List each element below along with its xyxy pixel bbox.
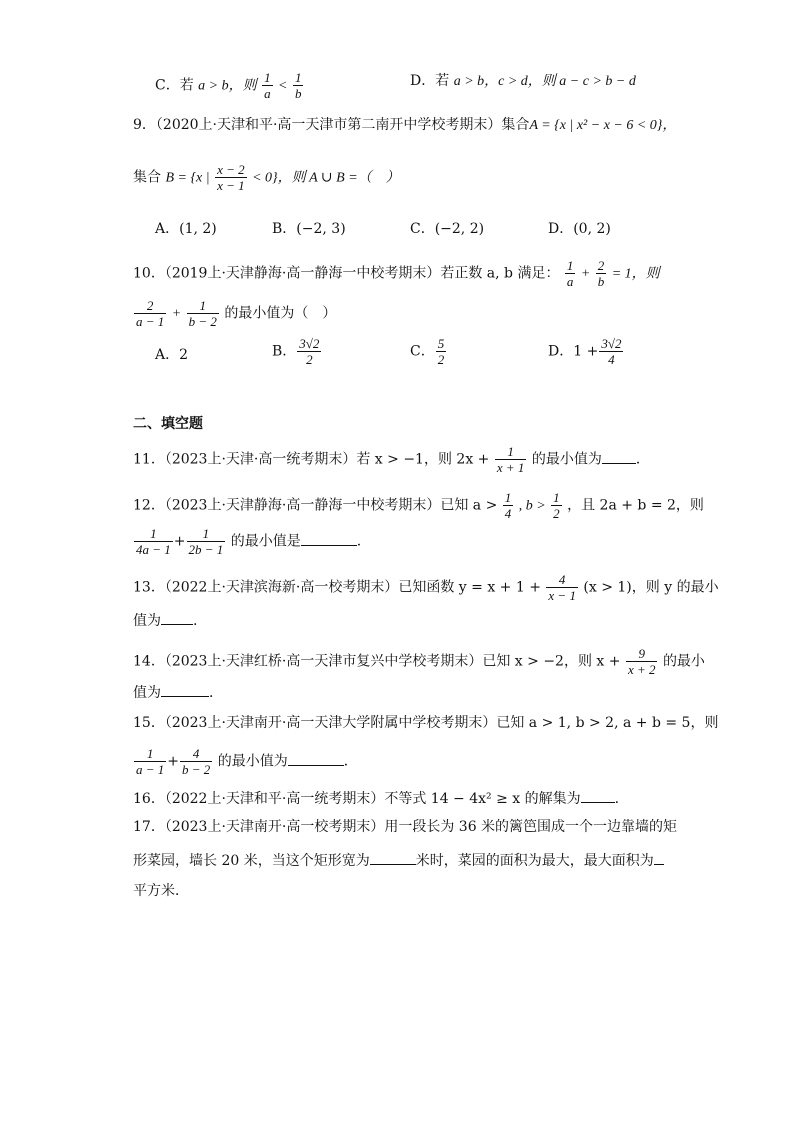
q8-c-label: C．若	[155, 77, 194, 94]
q10-frac1: $\frac{1}{a}$	[566, 258, 574, 289]
q9-line2	[133, 162, 400, 193]
q17-line1: 17．（2023上·天津南开·高一校考期末）用一段长为 36 米的篱笆围成一个一边靠墙的矩	[133, 819, 678, 835]
q14-answer-blank[interactable]	[161, 682, 209, 697]
q11-frac: $\frac{1}{x + 1}$	[496, 444, 525, 475]
q17-area-blank[interactable]	[654, 850, 664, 865]
q13-line2: 值为 .	[133, 610, 197, 630]
q10-l2-plus: +	[171, 306, 182, 322]
q9-line1	[133, 116, 676, 135]
q10-option-c: C． $\frac{5}{2}$	[410, 336, 445, 367]
q16: 16．（2022上·天津和平·高一统考期末）不等式 14 − 4x² ≥ x 的解集为 .	[133, 788, 619, 808]
section-heading-fill-blank: 二、填空题	[133, 416, 203, 432]
q8-c-text: a > b，则	[198, 78, 257, 94]
q9-option-d: D．(0, 2)	[548, 221, 611, 237]
q8-option-c	[155, 70, 304, 101]
q12-l2-frac1: $\frac{1}{4a - 1}$	[136, 526, 171, 557]
q8-c-lt: <	[278, 78, 288, 94]
q9-set-b-pre: B = {x |	[165, 170, 210, 186]
q10-option-b: B． $\frac{3√2}{2}$	[272, 336, 320, 367]
q8-d-label: D．若	[410, 73, 450, 89]
q17-line3: 平方米．	[133, 883, 189, 899]
q8-d-text: a > b，c > d，则 a − c > b − d	[453, 74, 636, 89]
q15-frac2: $\frac{4}{b - 2}$	[182, 746, 211, 777]
q14-frac: $\frac{9}{x + 2}$	[627, 646, 656, 677]
q9-set-b-post: < 0}，则 A ∪ B =（ ）	[252, 170, 400, 186]
q8-option-d	[410, 72, 636, 91]
q11: 11．（2023上·天津·高一统考期末）若 x > −1，则 2x + $\frac{1}{x + 1}$ 的最小值为 ．	[133, 444, 650, 475]
q15-line2: $\frac{1}{a - 1}$ + $\frac{4}{b - 2}$ 的最小值为 ．	[136, 746, 358, 777]
q12-frac2: $\frac{1}{2}$	[553, 490, 560, 521]
q12-answer-blank[interactable]	[301, 531, 357, 546]
q9-set-b-frac: $\frac{x - 2}{x - 1}$	[217, 162, 245, 193]
q13-line1: 13．（2022上·天津滨海新·高一校考期末）已知函数 y = x + 1 + $\frac{4}{x - 1}$ (x > 1)，则 y 的最小	[133, 572, 719, 603]
q15-line1: 15．（2023上·天津南开·高一天津大学附属中学校考期末）已知 a > 1, b > 2, a + b = 5，则	[133, 715, 719, 731]
q9-option-c: C．(−2, 2)	[410, 221, 485, 237]
q9-option-a: A．(1, 2)	[155, 221, 217, 237]
q10-option-a: A．2	[155, 347, 189, 363]
q15-answer-blank[interactable]	[288, 751, 344, 766]
q9-set-a: A = {x | x² − x − 6 < 0}，	[529, 118, 677, 133]
q8-c-frac1: $\frac{1}{a}$	[264, 70, 271, 101]
q9-option-b: B．(−2, 3)	[272, 221, 346, 237]
q16-answer-blank[interactable]	[581, 788, 615, 803]
q12-line1: 12．（2023上·天津静海·高一静海一中校考期末）已知 a > $\frac{1}{4}$ , b > $\frac{1}{2}$ ，且 2a + b = 2，则	[133, 490, 704, 521]
q10-l2-text: 的最小值为（ ）	[224, 305, 337, 322]
q12-line2: $\frac{1}{4a - 1}$ + $\frac{1}{2b - 1}$ 的最小值是 .	[136, 526, 362, 557]
q13-frac: $\frac{4}{x - 1}$	[548, 572, 576, 603]
q15-frac1: $\frac{1}{a - 1}$	[136, 746, 165, 777]
q8-c-frac2: $\frac{1}{b}$	[294, 70, 302, 101]
q10-head: 10．（2019上·天津静海·高一静海一中校考期末）若正数 a, b 满足：	[133, 265, 560, 282]
q10-l2-frac1: $\frac{2}{a - 1}$	[136, 298, 165, 329]
q10-l2-frac2: $\frac{1}{b - 2}$	[188, 298, 217, 329]
q10-frac2: $\frac{2}{b}$	[597, 258, 605, 289]
q9-line2-label: 集合	[133, 169, 161, 186]
q9-head: 9．（2020上·天津和平·高一天津市第二南开中学校考期末）集合	[133, 117, 530, 133]
q10-line1	[133, 258, 660, 289]
q12-frac1: $\frac{1}{4}$	[504, 490, 512, 521]
q14-line1: 14．（2023上·天津红桥·高一天津市复兴中学校考期末）已知 x > −2，则 x + $\frac{9}{x + 2}$ 的最小	[133, 646, 705, 677]
q10-plus: +	[580, 266, 591, 282]
q11-answer-blank[interactable]	[602, 449, 636, 464]
q12-l2-frac2: $\frac{1}{2b - 1}$	[188, 526, 224, 557]
q14-line2: 值为 ．	[133, 682, 223, 702]
q10-option-d: D．1 + $\frac{3√2}{4}$	[548, 336, 622, 367]
q13-answer-blank[interactable]	[161, 610, 193, 625]
q17-line2: 形菜园，墙长 20 米，当这个矩形宽为 米时，菜园的面积为最大，最大面积为	[133, 850, 664, 870]
q10-line2	[133, 298, 336, 329]
q17-width-blank[interactable]	[370, 850, 416, 865]
q10-eq: = 1，则	[611, 266, 660, 282]
